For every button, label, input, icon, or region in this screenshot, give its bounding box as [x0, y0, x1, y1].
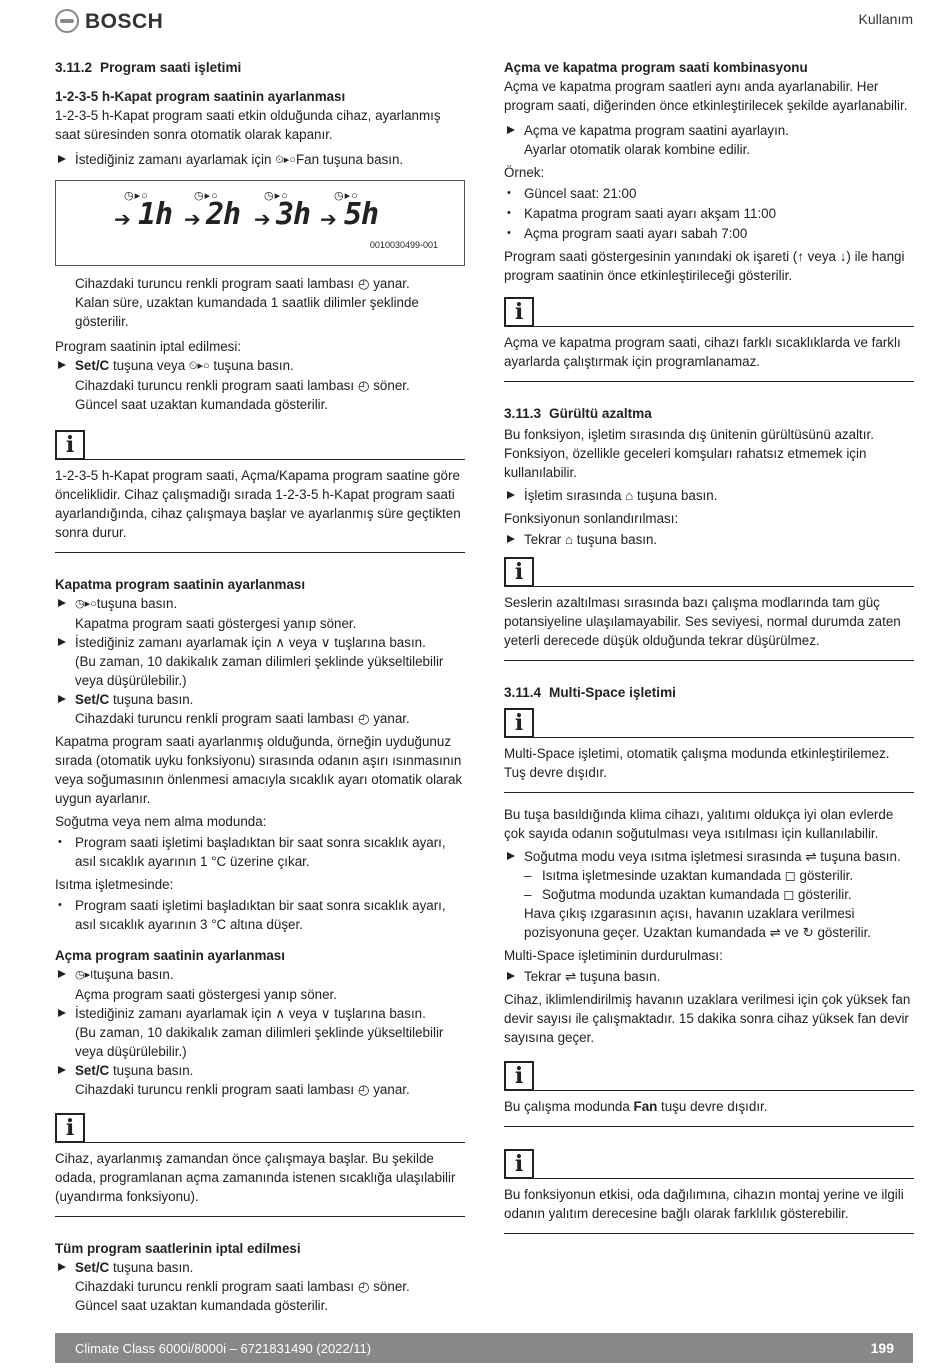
note-text: Seslerin azaltılması sırasında bazı çalışma modlarında tam güç potansiyeline ulaşılamayabilir. Ses seviyesi, normal durumda zaten yeterli derecede düşük olduğunda tekrar düşürülmez.: [504, 587, 914, 661]
quiet-mode-icon: ⌂: [564, 532, 574, 547]
note-text: Multi-Space işletimi, otomatik çalışma modunda etkinleştirilemez. Tuş devre dışıdır.: [504, 738, 914, 793]
multispace-icon: ⇌: [769, 925, 781, 940]
chevron-down-icon: ∨: [320, 1006, 331, 1021]
arrow-right-icon: ➔: [254, 209, 271, 231]
page-footer: [55, 1333, 913, 1363]
step-on-2: İstediğiniz zamanı ayarlamak için ∧ veya ∨ tuşlarına basın.: [55, 1004, 465, 1023]
timer-icon: ◷▸○: [124, 190, 149, 202]
info-icon: i: [55, 430, 85, 460]
display-5h: 5h: [344, 197, 379, 232]
para-noise: Bu fonksiyon, işletim sırasında dış ünitenin gürültüsünü azaltır. Fonksiyon, özellikle geceleri komşuları rahatsız etmemek için kullanılabilir.: [504, 427, 874, 480]
result: Cihazdaki turuncu renkli program saati lambası ◴ söner.: [75, 1279, 410, 1294]
heat-bullet: • Program saati işletimi başladıktan bir saat sonra sıcaklık ayarı, asıl sıcaklık ayarının 3 °C altına düşer.: [55, 896, 465, 934]
ms-cool-item: – Soğutma modunda uzaktan kumandada ◻ gösterilir.: [504, 885, 914, 904]
arrow-up-icon: ↑: [797, 249, 804, 264]
step-combo: Açma ve kapatma program saatini ayarlayın.: [504, 121, 914, 140]
subheading-1235: 1-2-3-5 h-Kapat program saatinin ayarlanması: [55, 89, 346, 104]
result: Ayarlar otomatik olarak kombine edilir.: [524, 142, 751, 157]
clock-icon: ◴: [357, 378, 374, 393]
chevron-down-icon: ∨: [320, 635, 331, 650]
info-icon: i: [504, 557, 534, 587]
info-note: [504, 706, 914, 793]
result: Hava çıkış ızgarasının açısı, havanın uzaklara verilmesi pozisyonuna geçer. Uzaktan kumandada ⇌ ve ↻ gösterilir.: [524, 906, 872, 940]
subheading-off-timer: Kapatma program saatinin ayarlanması: [55, 577, 306, 592]
cool-airflow-icon: ◻: [783, 887, 795, 902]
subheading-cancel-all: Tüm program saatlerinin iptal edilmesi: [55, 1241, 301, 1256]
info-note: [504, 1059, 914, 1127]
clock-icon: ◴: [357, 276, 374, 291]
noise-end-title: Fonksiyonun sonlandırılması:: [504, 511, 679, 526]
cancel-title: Program saatinin iptal edilmesi:: [55, 339, 242, 354]
display-1h: 1h: [138, 197, 173, 232]
figure-code: 0010030499-001: [369, 240, 438, 250]
step-noise-1: İşletim sırasında ⌂ tuşuna basın.: [504, 486, 914, 505]
result: (Bu zaman, 10 dakikalık zaman dilimleri şeklinde yükseltilebilir veya düşürülebilir.): [75, 654, 444, 688]
result: Açma program saati göstergesi yanıp söner.: [75, 987, 337, 1002]
result: Cihazdaki turuncu renkli program saati lambası ◴ söner.: [75, 378, 410, 393]
arrow-right-icon: ➔: [114, 209, 131, 231]
timer-icon: ◷▸○: [334, 190, 359, 202]
example-title: Örnek:: [504, 165, 545, 180]
note-text: Bu çalışma modunda Fan tuşu devre dışıdır.: [504, 1091, 914, 1127]
info-note: [55, 428, 465, 553]
step-off-3: Set/C tuşuna basın.: [55, 690, 465, 709]
step-noise-2: Tekrar ⌂ tuşuna basın.: [504, 530, 914, 549]
cool-title: Soğutma veya nem alma modunda:: [55, 814, 267, 829]
timer-fan-icon: ⏲▸○: [275, 154, 296, 166]
timer-fan-icon: ⏲▸○: [188, 360, 210, 372]
page-number: 199: [870, 1339, 894, 1356]
step-1235: İstediğiniz zamanı ayarlamak için ⏲▸○Fan tuşuna basın.: [55, 150, 465, 170]
result: Cihazdaki turuncu renkli program saati lambası ◴ yanar.: [75, 711, 410, 726]
display-3h: 3h: [276, 197, 311, 232]
cool-bullet: • Program saati işletimi başladıktan bir saat sonra sıcaklık ayarı, asıl sıcaklık ayarının 1 °C üzerine çıkar.: [55, 833, 465, 871]
clock-icon: ◴: [357, 1279, 374, 1294]
para-1235: 1-2-3-5 h-Kapat program saati etkin olduğunda cihaz, ayarlanmış saat süresinden sonra otomatik olarak kapanır.: [55, 108, 441, 142]
bosch-logo: [55, 8, 163, 34]
heat-airflow-icon: ◻: [784, 868, 796, 883]
display-2h: 2h: [206, 197, 241, 232]
para-multispace-2: Cihaz, iklimlendirilmiş havanın uzaklara verilmesi için çok yüksek fan devir sayısı ile çalışmaktadır. 15 dakika sonra cihaz yüksek fan devir sayısına geçer.: [504, 992, 911, 1045]
para-off: Kapatma program saati ayarlanmış olduğunda, örneğin uyduğunuz sırada (otomatik uyku fonksiyonu) sırasında odanın aşırı ısınmasının veya soğumasının önlenmesi amacıyla sıcaklık ayarı otomatik olarak uygun ayarlanır.: [55, 734, 463, 806]
step-on-3: Set/C tuşuna basın.: [55, 1061, 465, 1080]
swing-icon: ↻: [802, 925, 814, 940]
result: Cihazdaki turuncu renkli program saati lambası ◴ yanar.: [75, 1082, 410, 1097]
step-on-1: ◷▸Ituşuna basın.: [55, 965, 465, 985]
section-heading: 3.11.2 Program saati işletimi: [55, 60, 242, 75]
note-text: 1-2-3-5 h-Kapat program saati, Açma/Kapama program saatine göre önceliklidir. Cihaz çalışmadığı sırada 1-2-3-5 h-Kapat program saati ayarlandığında, cihaz çalışmaya başlar ve ayarlanmış süre geçtikten sonra durur.: [55, 460, 465, 553]
clock-icon: ◴: [357, 1082, 374, 1097]
para-arrows: Program saati göstergesinin yanındaki ok işareti (↑ veya ↓) ile hangi program saatinin önce etkinleştirileceği gösterilir.: [504, 249, 905, 283]
timer-icon: ◷▸○: [194, 190, 219, 202]
info-icon: i: [504, 297, 534, 327]
timer-icon: ◷▸○: [264, 190, 289, 202]
info-note: [504, 1147, 914, 1234]
right-column: [504, 58, 914, 1234]
brand-name: BOSCH: [85, 9, 164, 33]
note-text: Bu fonksiyonun etkisi, oda dağılımına, cihazın montaj yerine ve ilgili odanın yalıtım derecesine bağlı olarak farklılık gösterebilir.: [504, 1179, 914, 1234]
clock-icon: ◴: [357, 711, 374, 726]
para-multispace: Bu tuşa basıldığında klima cihazı, yalıtımı oldukça iyi olan evlerde çok sayıda odanın soğutulması veya ısıtılması için kullanılabilir.: [504, 807, 894, 841]
result: Kalan süre, uzaktan kumandada 1 saatlik dilimler şeklinde gösterilir.: [75, 295, 419, 329]
note-text: Açma ve kapatma program saati, cihazı farklı sıcaklıklarda ve farklı ayarlarda çalıştırmak için programlanamaz.: [504, 327, 914, 382]
subheading-on-timer: Açma program saatinin ayarlanması: [55, 948, 285, 963]
step-cancel: Set/C tuşuna veya ⏲▸○ tuşuna basın.: [55, 356, 465, 376]
info-note: [55, 1111, 465, 1217]
left-column: [55, 58, 465, 1315]
example-item: • Açma program saati ayarı sabah 7:00: [504, 224, 914, 243]
arrow-right-icon: ➔: [184, 209, 201, 231]
example-item: • Güncel saat: 21:00: [504, 184, 914, 203]
timer-on-icon: ◷▸I: [75, 969, 94, 981]
result: (Bu zaman, 10 dakikalık zaman dilimleri şeklinde yükseltilebilir veya düşürülebilir.): [75, 1025, 444, 1059]
info-icon: i: [504, 1061, 534, 1091]
para-combo: Açma ve kapatma program saatleri aynı anda ayarlanabilir. Her program saati, diğerinden önce etkinleştirilecek şekilde ayarlanabilir.: [504, 79, 908, 113]
section-label: Kullanım: [858, 11, 913, 27]
step-ms-2: Tekrar ⇌ tuşuna basın.: [504, 967, 914, 986]
step-cancel-all: Set/C tuşuna basın.: [55, 1258, 465, 1277]
chevron-up-icon: ∧: [275, 1006, 286, 1021]
ms-stop-title: Multi-Space işletiminin durdurulması:: [504, 948, 723, 963]
info-icon: i: [504, 708, 534, 738]
info-icon: i: [55, 1113, 85, 1143]
result: Güncel saat uzaktan kumandada gösterilir.: [75, 1298, 329, 1313]
info-icon: i: [504, 1149, 534, 1179]
step-off-1: ◷▸○tuşuna basın.: [55, 594, 465, 614]
arrow-down-icon: ↓: [839, 249, 847, 264]
section-heading: 3.11.4 Multi-Space işletimi: [504, 685, 676, 700]
quiet-mode-icon: ⌂: [625, 488, 634, 503]
heat-title: Isıtma işletmesinde:: [55, 877, 174, 892]
footer-doc: Climate Class 6000i/8000i – 6721831490 (2022/11): [75, 1340, 372, 1356]
step-off-2: İstediğiniz zamanı ayarlamak için ∧ veya ∨ tuşlarına basın.: [55, 633, 465, 652]
result: Kapatma program saati göstergesi yanıp söner.: [75, 616, 357, 631]
info-note: [504, 295, 914, 382]
bosch-armature-icon: [55, 9, 79, 33]
step-ms-1: Soğutma modu veya ısıtma işletmesi sırasında ⇌ tuşuna basın.: [504, 847, 914, 866]
result: Cihazdaki turuncu renkli program saati lambası ◴ yanar.: [75, 276, 410, 291]
arrow-right-icon: ➔: [320, 209, 337, 231]
info-note: [504, 555, 914, 661]
result: Güncel saat uzaktan kumandada gösterilir.: [75, 397, 329, 412]
example-item: • Kapatma program saati ayarı akşam 11:00: [504, 204, 914, 223]
section-heading: 3.11.3 Gürültü azaltma: [504, 406, 652, 421]
timer-sequence-figure: [55, 180, 465, 266]
chevron-up-icon: ∧: [275, 635, 286, 650]
multispace-icon: ⇌: [564, 969, 577, 984]
ms-heat-item: – Isıtma işletmesinde uzaktan kumandada ◻ gösterilir.: [504, 866, 914, 885]
note-text: Cihaz, ayarlanmış zamandan önce çalışmaya başlar. Bu şekilde odada, programlanan açma zamanında istenen sıcaklığa ulaşılabilir (uyandırma fonksiyonu).: [55, 1143, 465, 1217]
timer-off-icon: ◷▸○: [75, 598, 97, 610]
multispace-icon: ⇌: [805, 849, 817, 864]
subheading-combo: Açma ve kapatma program saati kombinasyonu: [504, 60, 808, 75]
